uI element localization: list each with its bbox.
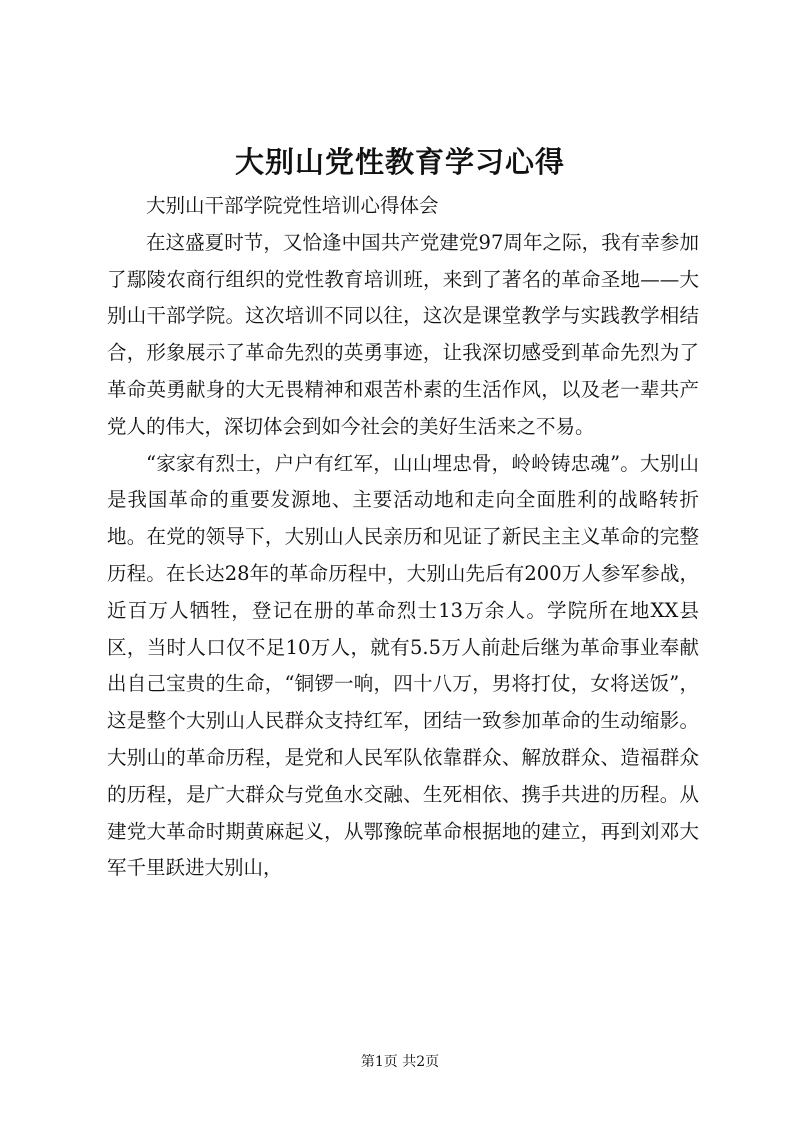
page-footer: 第1页 共2页 <box>360 1054 440 1070</box>
subtitle-paragraph: 大别山干部学院党性培训心得体会 <box>146 194 439 217</box>
document-body <box>107 188 699 887</box>
body-paragraph: “家家有烈士，户户有红军，山山埋忠骨，岭岭铸忠魂”。大别山是我国革命的重要发源地、主要活动地和走向全面胜利的战略转折地。在党的领导下，大别山人民亲历和见证了新民主主义革命的完整历程。在长达28年的革命历程中，大别山先后有200万人参军参战，近百万人牺牲，登记在册的革命烈士13万余人。学院所在地XX县区，当时人口仅不足10万人，就有5.5万人前赴后继为革命事业奉献出自己宝贵的生命，“铜锣一响，四十八万，男将打仗，女将送饭”，这是整个大别山人民群众支持红军，团结一致参加革命的生动缩影。大别山的革命历程，是党和人民军队依靠群众、解放群众、造福群众的历程，是广大群众与党鱼水交融、生死相依、携手共进的历程。从建党大革命时期黄麻起义，从鄂豫皖革命根据地的建立，再到刘邓大军千里跃进大别山， <box>107 451 699 880</box>
document-title: 大别山党性教育学习心得 <box>234 145 565 179</box>
body-paragraph: 在这盛夏时节，又恰逢中国共产党建党97周年之际，我有幸参加了鄢陵农商行组织的党性教育培训班，来到了著名的革命圣地——大别山干部学院。这次培训不同以往，这次是课堂教学与实践教学相结合，形象展示了革命先烈的英勇事迹，让我深切感受到革命先烈为了革命英勇献身的大无畏精神和艰苦朴素的生活作风，以及老一辈共产党人的伟大，深切体会到如今社会的美好生活来之不易。 <box>107 230 699 438</box>
